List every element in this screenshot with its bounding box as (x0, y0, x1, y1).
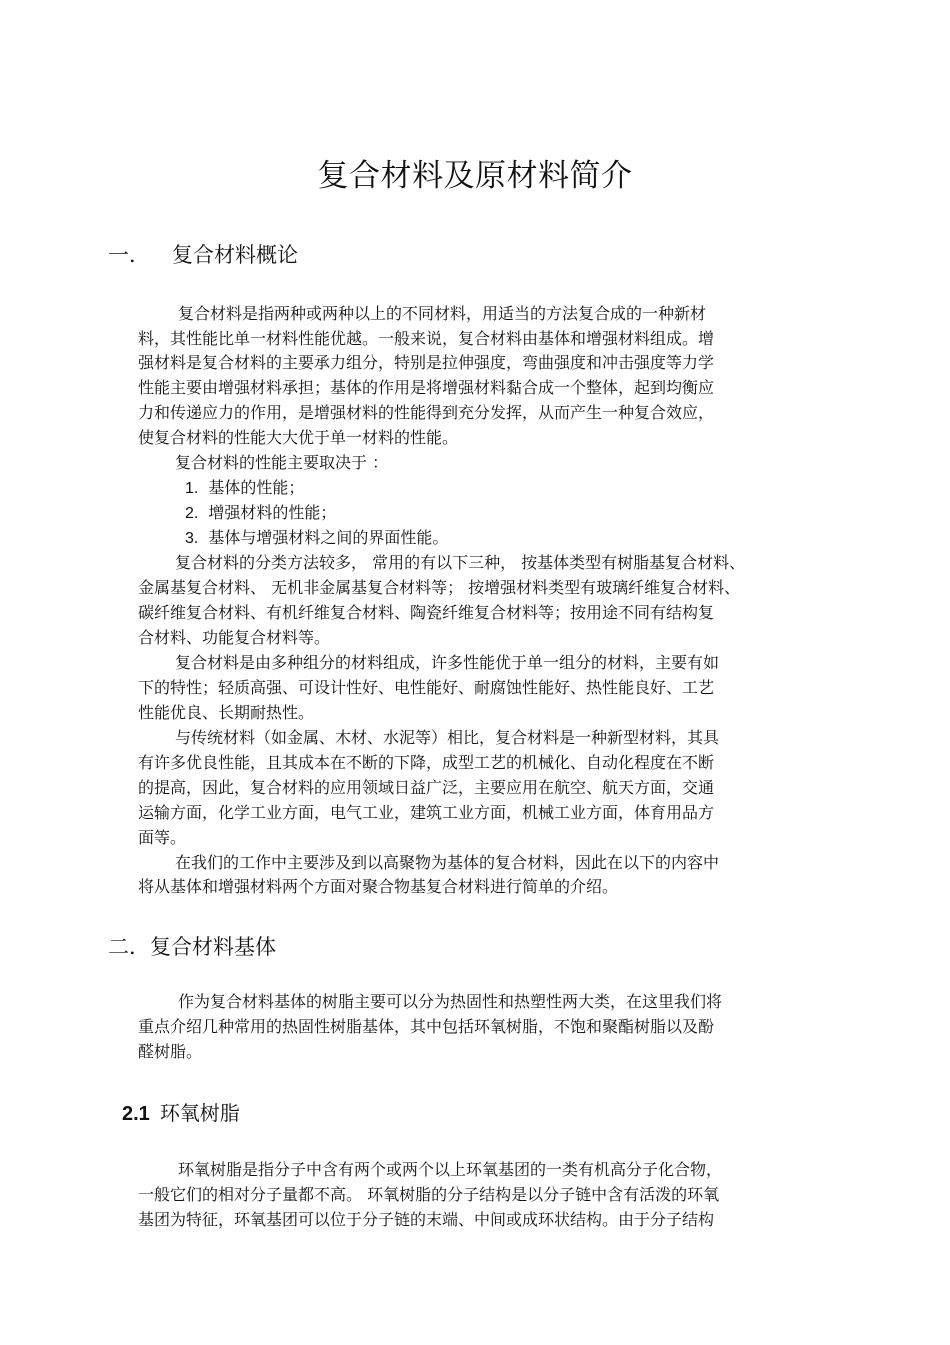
paragraph-line: 性能优良、长期耐热性。 (138, 703, 315, 722)
paragraph-line: 料，其性能比单一材料性能优越。一般来说，复合材料由基体和增强材料组成。增 (138, 329, 715, 348)
paragraph-line: 运输方面，化学工业方面，电气工业，建筑工业方面，机械工业方面，体育用品方 (138, 803, 715, 822)
list-item-number: 2. (185, 505, 199, 522)
paragraph-line: 复合材料是指两种或两种以上的不同材料，用适当的方法复合成的一种新材 (178, 304, 707, 323)
list-item-text: 基体与增强材料之间的界面性能。 (208, 528, 449, 547)
paragraph-line: 合材料、功能复合材料等。 (138, 628, 331, 647)
paragraph-line: 力和传递应力的作用，是增强材料的性能得到充分发挥，从而产生一种复合效应， (138, 403, 715, 422)
section-2-title: 复合材料基体 (150, 935, 276, 959)
paragraph-line: 一般它们的相对分子量都不高。 环氧树脂的分子结构是以分子链中含有活泼的环氧 (138, 1185, 720, 1204)
paragraph-line: 性能主要由增强材料承担；基体的作用是将增强材料黏合成一个整体，起到均衡应 (138, 378, 715, 397)
list-item-text: 增强材料的性能； (208, 503, 337, 522)
paragraph-line: 下的特性；轻质高强、可设计性好、电性能好、耐腐蚀性能好、热性能良好、工艺 (138, 678, 715, 697)
paragraph-line: 的提高，因此，复合材料的应用领域日益广泛，主要应用在航空、航天方面，交通 (138, 778, 715, 797)
section-1-title: 复合材料概论 (172, 243, 298, 267)
list-item (185, 501, 336, 526)
document-title: 复合材料及原材料简介 (317, 158, 633, 194)
paragraph-line: 使复合材料的性能大大优于单一材料的性能。 (138, 428, 459, 447)
paragraph-line: 有许多优良性能，且其成本在不断的下降，成型工艺的机械化、自动化程度在不断 (138, 753, 715, 772)
paragraph-line: 环氧树脂是指分子中含有两个或两个以上环氧基团的一类有机高分子化合物， (178, 1160, 723, 1179)
paragraph-line: 醛树脂。 (138, 1042, 203, 1061)
list-item (185, 526, 448, 551)
paragraph-line: 作为复合材料基体的树脂主要可以分为热固性和热塑性两大类，在这里我们将 (178, 992, 723, 1011)
section-1-number: 一． (108, 243, 150, 267)
section-2-1-number: 2.1 (122, 1103, 150, 1125)
paragraph-line: 面等。 (138, 828, 187, 847)
paragraph-line: 复合材料的性能主要取决于 ： (175, 453, 389, 472)
paragraph-line: 碳纤维复合材料、有机纤维复合材料、陶瓷纤维复合材料等；按用途不同有结构复 (138, 603, 715, 622)
list-item-number: 3. (185, 530, 199, 547)
paragraph-line: 复合材料是由多种组分的材料组成，许多性能优于单一组分的材料，主要有如 (175, 653, 720, 672)
paragraph-line: 重点介绍几种常用的热固性树脂基体，其中包括环氧树脂，不饱和聚酯树脂以及酚 (138, 1017, 715, 1036)
paragraph-line: 基团为特征，环氧基团可以位于分子链的末端、中间或成环状结构。由于分子结构 (138, 1210, 715, 1229)
section-2-heading (108, 932, 276, 962)
list-item-number: 1. (185, 480, 199, 497)
section-1-heading (108, 240, 298, 270)
paragraph-line: 将从基体和增强材料两个方面对聚合物基复合材料进行简单的介绍。 (138, 877, 619, 896)
paragraph-line: 强材料是复合材料的主要承力组分，特别是拉伸强度，弯曲强度和冲击强度等力学 (138, 353, 715, 372)
paragraph-line: 在我们的工作中主要涉及到以高聚物为基体的复合材料，因此在以下的内容中 (175, 853, 720, 872)
list-item-text: 基体的性能； (208, 478, 305, 497)
section-2-1-heading (122, 1098, 240, 1129)
paragraph-line: 与传统材料（如金属、木材、水泥等）相比，复合材料是一种新型材料，其具 (175, 728, 720, 747)
list-item (185, 476, 304, 501)
section-2-1-title: 环氧树脂 (159, 1101, 240, 1125)
paragraph-line: 金属基复合材料、 无机非金属基复合材料等； 按增强材料类型有玻璃纤维复合材料、 (138, 578, 741, 597)
section-2-number: 二． (108, 935, 150, 959)
paragraph-line: 复合材料的分类方法较多， 常用的有以下三种， 按基体类型有树脂基复合材料、 (175, 553, 746, 572)
